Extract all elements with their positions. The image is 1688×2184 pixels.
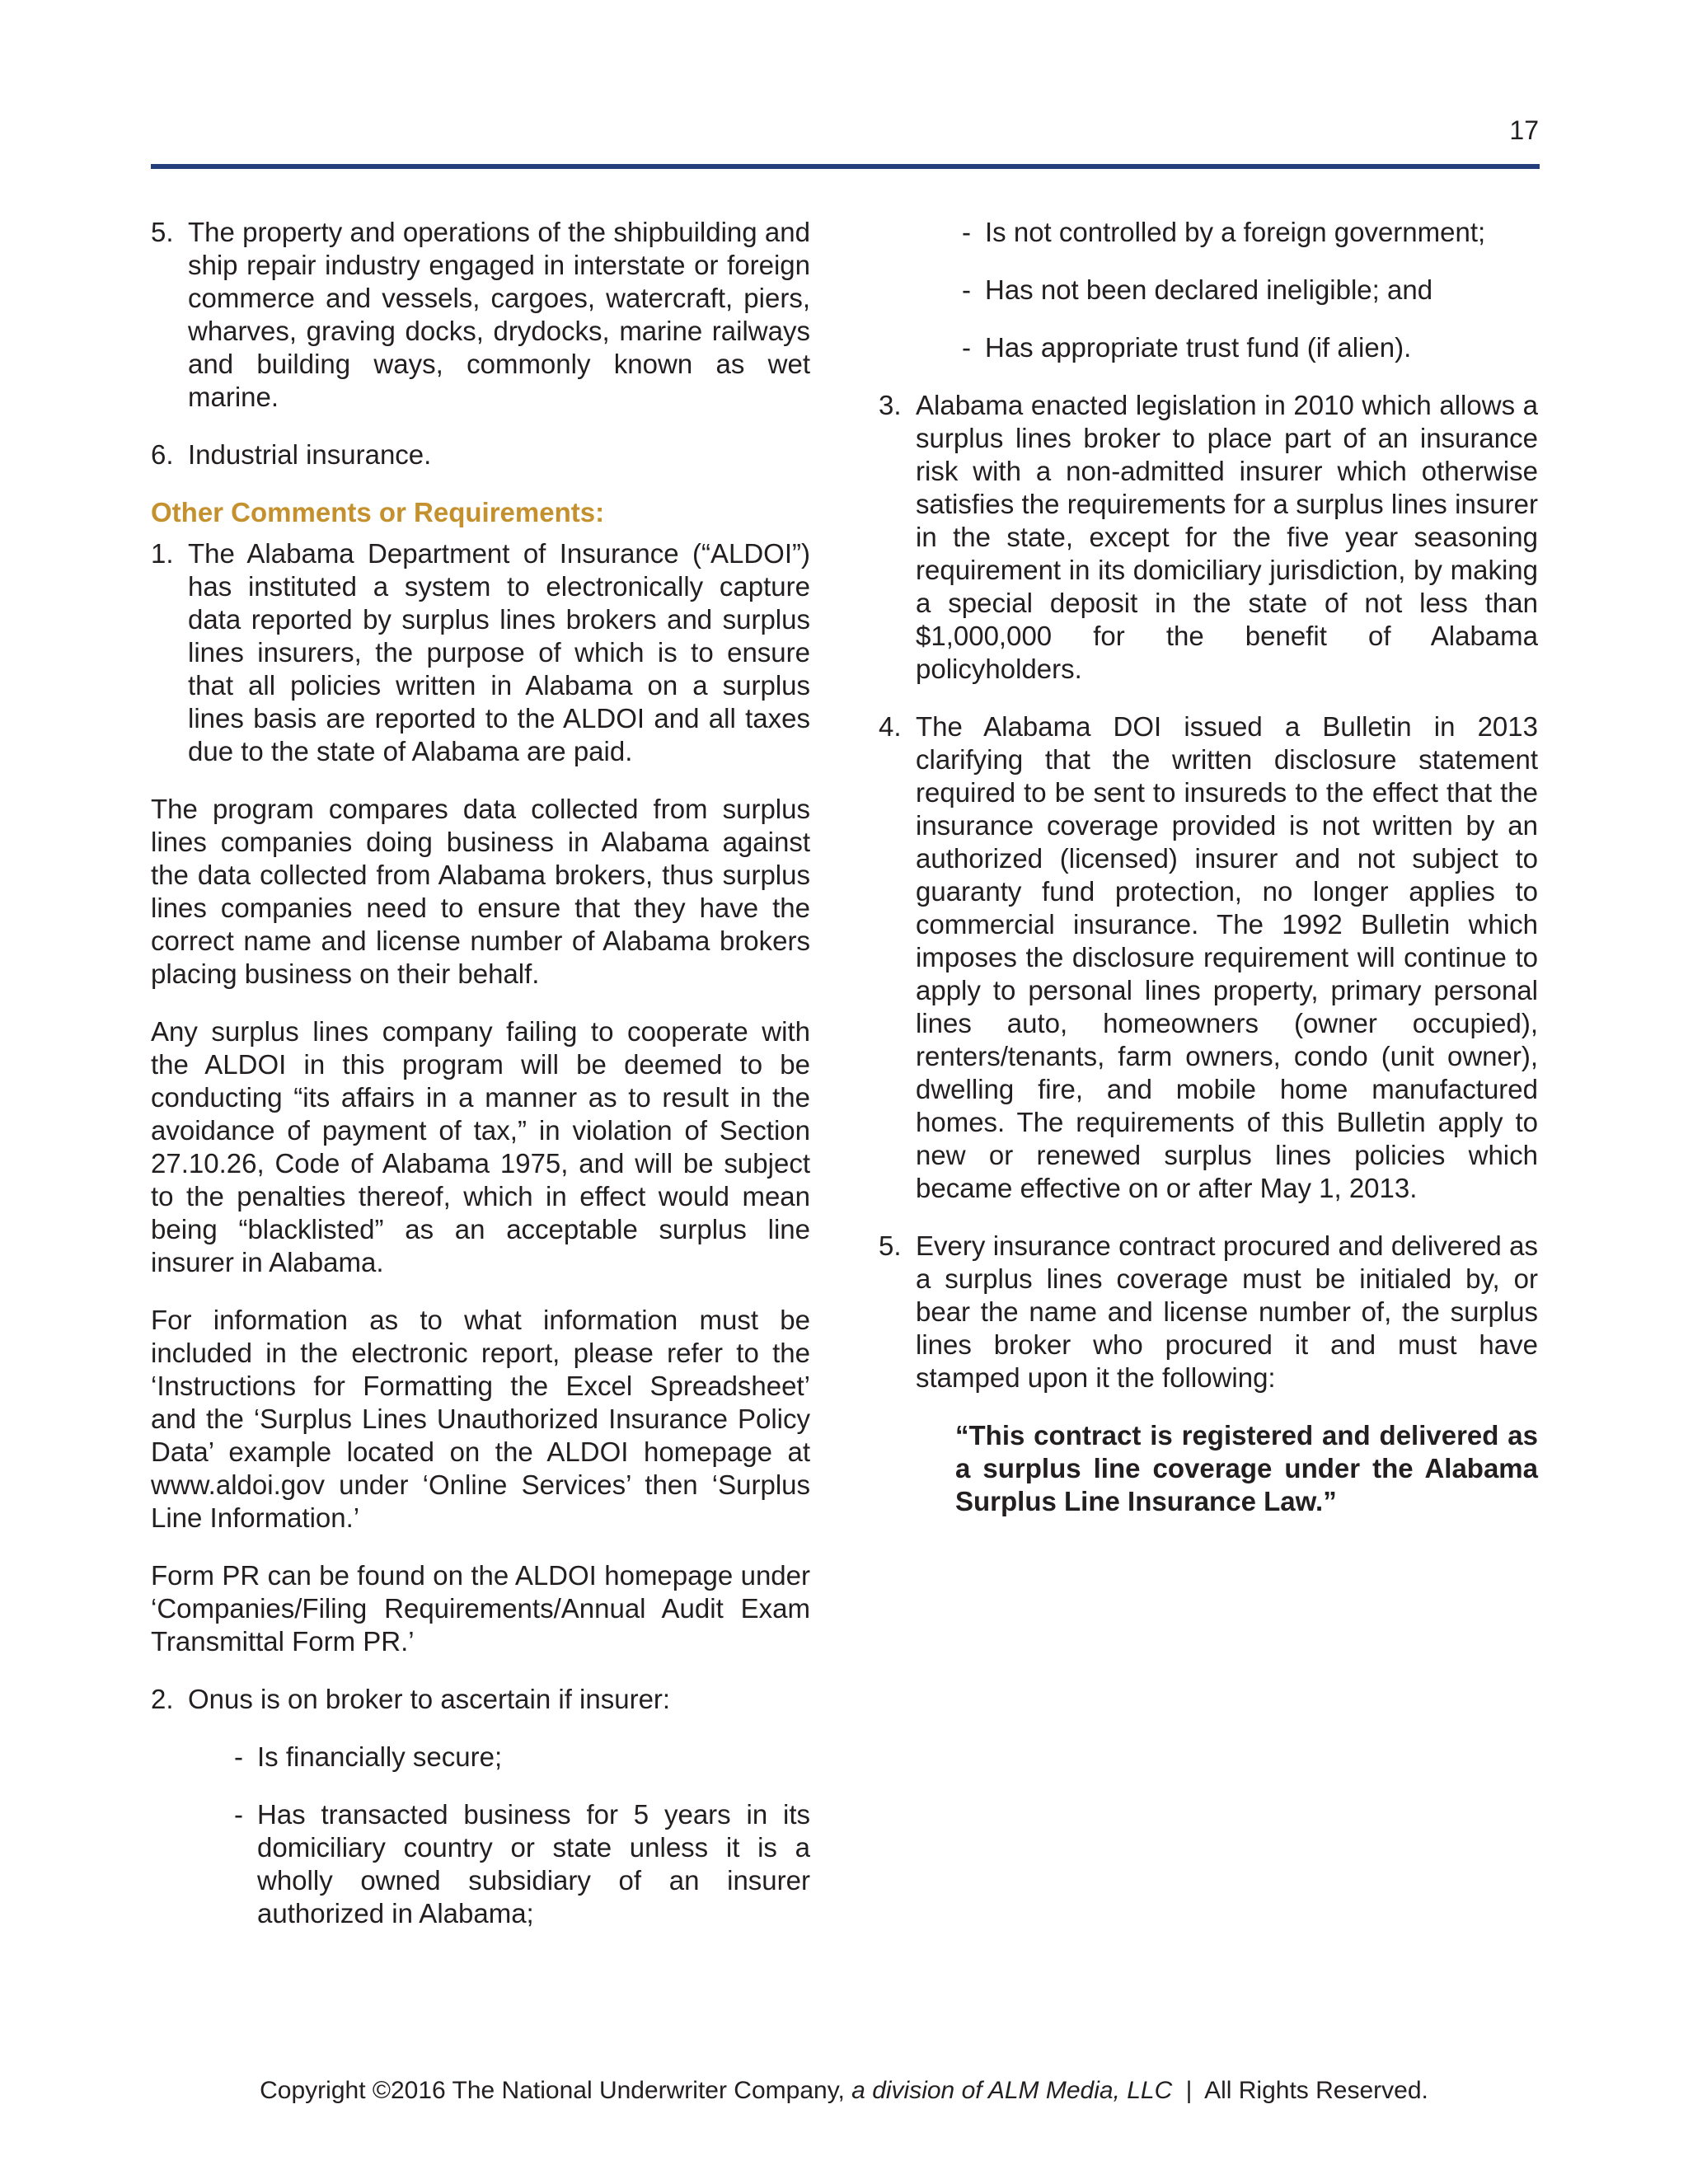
paragraph-electronic-report: For information as to what information must be included in the electronic report, please refer to the ‘Instructions for Formatting the Excel Spreadsheet’ and the ‘Surplus Lines Unauthorized Insurance Policy Data’ example located on the ALDOI homepage at www.aldoi.gov under ‘Online Services’ then ‘Surplus Line Information.’ xyxy=(151,1305,810,1533)
requirement-3 xyxy=(879,389,1538,686)
list-text: Onus is on broker to ascertain if insurer: xyxy=(188,1684,671,1714)
list-text: Every insurance contract procured and delivered as a surplus lines coverage must be initialed by, or bear the name and license number of, the surplus lines broker who procured it and must have stamped upon it the following: xyxy=(916,1230,1538,1393)
footer-copyright: Copyright ©2016 The National Underwriter Company, xyxy=(260,2077,845,2104)
dash-marker: - xyxy=(234,1741,243,1772)
dash-text: Is not controlled by a foreign government; xyxy=(985,217,1486,247)
section-heading: Other Comments or Requirements: xyxy=(151,497,605,527)
list-item-6 xyxy=(151,438,810,471)
requirement-2 xyxy=(151,1683,810,1716)
dash-marker: - xyxy=(962,274,971,305)
dash-item-foreign-government xyxy=(879,216,1538,249)
footer-division: a division of ALM Media, LLC xyxy=(851,2077,1173,2104)
page-number: 17 xyxy=(1509,115,1539,145)
dash-item-trust-fund xyxy=(879,331,1538,364)
list-number: 5. xyxy=(879,1230,902,1261)
footer-separator: | xyxy=(1185,2077,1193,2104)
list-number: 2. xyxy=(151,1684,174,1714)
dash-text: Has appropriate trust fund (if alien). xyxy=(985,332,1412,363)
header-rule xyxy=(151,164,1540,169)
dash-text: Has transacted business for 5 years in its domiciliary country or state unless it is a wholly owned subsidiary of an insurer authorized in Alabama; xyxy=(257,1799,810,1929)
stamp-quote: “This contract is registered and delivered as a surplus line coverage under the Alabama Surplus Line Insurance Law.” xyxy=(955,1420,1538,1516)
dash-item-five-years xyxy=(151,1798,810,1930)
left-column xyxy=(151,216,810,1955)
list-item-5 xyxy=(151,216,810,414)
dash-marker: - xyxy=(962,217,971,247)
requirement-1 xyxy=(151,537,810,768)
requirement-4 xyxy=(879,710,1538,1205)
list-number: 1. xyxy=(151,538,174,569)
requirement-5 xyxy=(879,1230,1538,1394)
dash-text: Has not been declared ineligible; and xyxy=(985,274,1433,305)
dash-marker: - xyxy=(234,1799,243,1830)
paragraph-penalty: Any surplus lines company failing to cooperate with the ALDOI in this program will be deemed to be conducting “its affairs in a manner as to result in the avoidance of payment of tax,” in violation of Section 27.10.26, Code of Alabama 1975, and will be subject to the penalties thereof, which in effect would mean being “blacklisted” as an acceptable surplus line insurer in Alabama. xyxy=(151,1016,810,1277)
paragraph-program: The program compares data collected from surplus lines companies doing business in Alabama against the data collected from Alabama brokers, thus surplus lines companies need to ensure that they have the correct name and license number of Alabama brokers placing business on their behalf. xyxy=(151,794,810,989)
dash-text: Is financially secure; xyxy=(257,1741,503,1772)
dash-marker: - xyxy=(962,332,971,363)
dash-item-financially-secure xyxy=(151,1741,810,1774)
paragraph-form-pr: Form PR can be found on the ALDOI homepage under ‘Companies/Filing Requirements/Annual Audit Exam Transmittal Form PR.’ xyxy=(151,1560,810,1657)
list-number: 3. xyxy=(879,390,902,420)
right-column xyxy=(879,216,1538,1518)
list-number: 5. xyxy=(151,217,174,247)
list-text: Industrial insurance. xyxy=(188,439,432,470)
list-text: The Alabama Department of Insurance (“ALDOI”) has instituted a system to electronically capture data reported by surplus lines brokers and surplus lines insurers, the purpose of which is to ensure that all policies written in Alabama on a surplus lines basis are reported to the ALDOI and all taxes due to the state of Alabama are paid. xyxy=(188,538,810,766)
list-number: 6. xyxy=(151,439,174,470)
list-text: The Alabama DOI issued a Bulletin in 2013 clarifying that the written disclosure statement required to be sent to insureds to the effect that the insurance coverage provided is not written by an authorized (licensed) insurer and not subject to guaranty fund protection, no longer applies to commercial insurance. The 1992 Bulletin which imposes the disclosure requirement will continue to apply to personal lines property, primary personal lines auto, homeowners (owner occupied), renters/tenants, farm owners, condo (unit owner), dwelling fire, and mobile home manufactured homes. The requirements of this Bulletin apply to new or renewed surplus lines policies which became effective on or after May 1, 2013. xyxy=(916,711,1538,1203)
footer xyxy=(0,2079,1688,2103)
list-number: 4. xyxy=(879,711,902,742)
dash-item-ineligible xyxy=(879,274,1538,307)
footer-rights: All Rights Reserved. xyxy=(1204,2077,1428,2104)
list-text: The property and operations of the shipbuilding and ship repair industry engaged in interstate or foreign commerce and vessels, cargoes, watercraft, piers, wharves, graving docks, drydocks, marine railways and building ways, commonly known as wet marine. xyxy=(188,217,810,412)
list-text: Alabama enacted legislation in 2010 which allows a surplus lines broker to place part of an insurance risk with a non-admitted insurer which otherwise satisfies the requirements for a surplus lines insurer in the state, except for the five year seasoning requirement in its domiciliary jurisdiction, by making a special deposit in the state of not less than $1,000,000 for the benefit of Alabama policyholders. xyxy=(916,390,1538,684)
